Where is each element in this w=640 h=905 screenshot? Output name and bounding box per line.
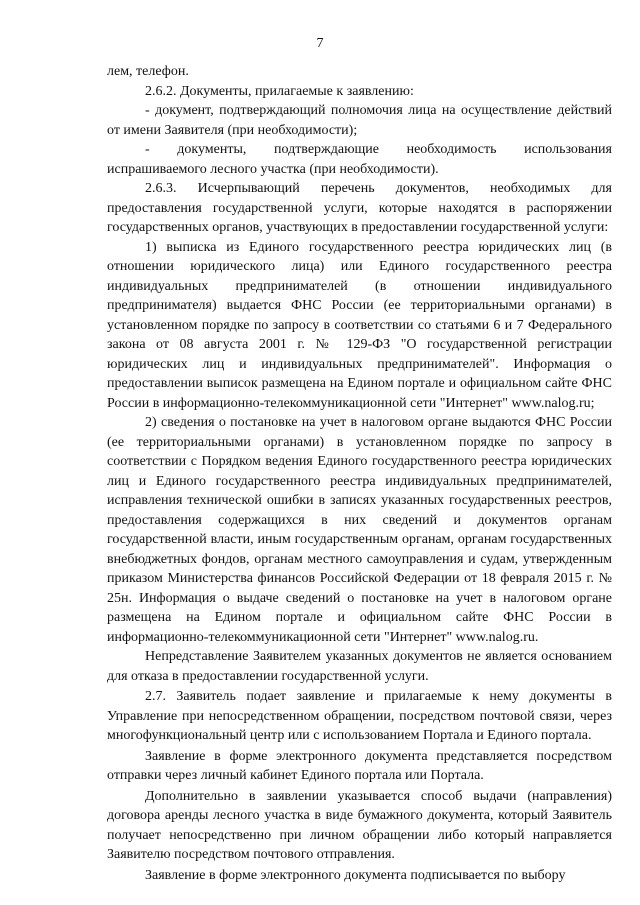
paragraph-necessity-documents: - документы, подтверждающие необходимость использования испрашиваемого лесного участка (при необходимости).	[107, 142, 612, 177]
paragraph-continuation: лем, телефон.	[107, 64, 189, 79]
page-number: 7	[316, 36, 324, 51]
list-item-2-tax-registration: 2) сведения о постановке на учет в налоговом органе выдаются ФНС России (ее территориальными органами) в установленном порядке по запросу в соответствии с Порядком ведения Единого государственного реестра юридических лиц и Единого государственного реестра индивидуальных предпринимателей, исправления технической ошибки в записях указанных государственных реестров, предоставления содержащихся в них сведений и документов органам государственной власти, иным государственным органам, органам государственных внебюджетных фондов, органам местного самоуправления и судам, утвержденным приказом Министерства финансов Российской Федерации от 18 февраля 2015 г. № 25н. Информация о выдаче сведений о постановке на учет в налоговом органе размещена на Едином портале и официальном сайте ФНС России в информационно-телекоммуникационной сети "Интернет" www.nalog.ru.	[107, 415, 612, 645]
paragraph-non-submission: Непредставление Заявителем указанных документов не является основанием для отказа в предоставлении государственной услуги.	[107, 649, 612, 684]
paragraph-electronic-signature: Заявление в форме электронного документа подписывается по выбору	[145, 867, 566, 883]
list-item-1-extract: 1) выписка из Единого государственного реестра юридических лиц (в отношении юридического лица) или Единого государственного реестра индивидуальных предпринимателей (в отношении индивидуального предпринимателя) выдается ФНС России (ее территориальными органами) в установленном порядке по запросу в соответствии со статьями 6 и 7 Федерального закона от 08 августа 2001 г. № 129-ФЗ "О государственной регистрации юридических лиц и индивидуальных предпринимателей". Информация о предоставлении выписок размещена на Едином портале и официальном сайте ФНС России в информационно-телекоммуникационной сети "Интернет" www.nalog.ru;	[107, 239, 612, 411]
paragraph-2-7: 2.7. Заявитель подает заявление и прилагаемые к нему документы в Управление при непосредственном обращении, посредством почтовой связи, через многофункциональный центр или с использованием Портала и Единого портала.	[107, 689, 612, 743]
document-body	[107, 62, 612, 885]
paragraph-authority-document: - документ, подтверждающий полномочия лица на осуществление действий от имени Заявителя (при необходимости);	[107, 103, 612, 138]
paragraph-2-6-2-heading: 2.6.2. Документы, прилагаемые к заявлению:	[145, 83, 414, 99]
paragraph-electronic-submission: Заявление в форме электронного документа представляется посредством отправки через личный кабинет Единого портала или Портала.	[107, 748, 612, 783]
paragraph-2-6-3: 2.6.3. Исчерпывающий перечень документов, необходимых для предоставления государственной услуги, которые находятся в распоряжении государственных органов, участвующих в предоставлении государственной услуги:	[107, 181, 612, 235]
paragraph-delivery-method: Дополнительно в заявлении указывается способ выдачи (направления) договора аренды лесного участка в виде бумажного документа, который Заявитель получает непосредственно при личном обращении либо который направляется Заявителю посредством почтового отправления.	[107, 788, 612, 862]
